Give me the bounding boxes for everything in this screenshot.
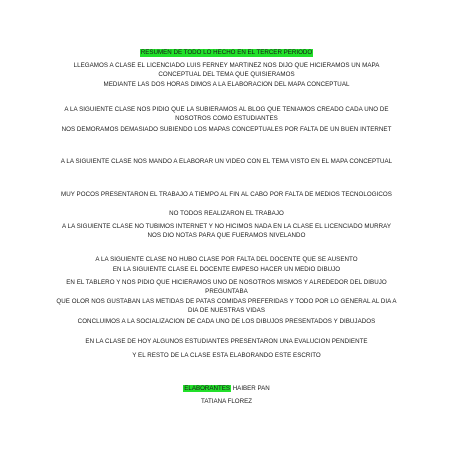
paragraph-9: A LA SIGUIENTE CLASE NO HUBO CLASE POR FALTA DEL DOCENTE QUE SE AUSENTO bbox=[95, 256, 358, 263]
title-line bbox=[0, 41, 453, 59]
paragraph-5: A LA SIGUIENTE CLASE NOS MANDO A ELABORAR UN VIDEO CON EL TEMA VISTO EN EL MAPA CONCEPTUAL bbox=[60, 158, 393, 165]
paragraph-3: A LA SIGUIENTE CLASE NOS PIDIO QUE LA SUBIERAMOS AL BLOG QUE TENIAMOS CREADO CADA UNO DE NOSOTROS COMO ESTUDIANTES bbox=[64, 106, 389, 122]
paragraph-4: NOS DEMORAMOS DEMASIADO SUBIENDO LOS MAPAS CONCEPTUALES POR FALTA DE UN BUEN INTERNET bbox=[61, 126, 392, 133]
author-name: HAIBER PAN bbox=[232, 385, 270, 392]
author-name: TATIANA FLOREZ bbox=[201, 398, 252, 405]
paragraph-1: LLEGAMOS A CLASE EL LICENCIADO LUIS FERNEY MARTINEZ NOS DIJO QUE HICIERAMOS UN MAPA CONCEPTUAL DEL TEMA QUE QUISIERAMOS bbox=[73, 62, 380, 78]
paragraph-14: EN LA CLASE DE HOY ALGUNOS ESTUDIANTES PRESENTARON UNA EVALUCION PENDIENTE bbox=[85, 338, 368, 345]
paragraph-6: MUY POCOS PRESENTARON EL TRABAJO A TIEMPO AL FIN AL CABO POR FALTA DE MEDIOS TECNOLOGICOS bbox=[61, 191, 392, 198]
paragraph-10: EN LA SIGUIENTE CLASE EL DOCENTE EMPESO HACER UN MEDIO DIBUJO bbox=[112, 266, 341, 273]
document-title: RESUMEN DE TODO LO HECHO EN EL TERCER PERIODO bbox=[140, 49, 313, 56]
paragraph-15: Y EL RESTO DE LA CLASE ESTA ELABORANDO ESTE ESCRITO bbox=[132, 352, 321, 359]
paragraph-11: EN EL TABLERO Y NOS PIDIO QUE HICIERAMOS UNO DE NOSOTROS MISMOS Y ALREDEDOR DEL DIBUJO PREGUNTABA bbox=[66, 279, 387, 295]
paragraph-2: MEDIANTE LAS DOS HORAS DIMOS A LA ELABORACION DEL MAPA CONCEPTUAL bbox=[103, 81, 350, 88]
credits-line bbox=[0, 385, 453, 393]
credits-label: ELABORANTES bbox=[184, 385, 230, 392]
credits-line-2 bbox=[0, 398, 453, 406]
paragraph-13: CONCLUIMOS A LA SOCIALIZACION DE CADA UNO DE LOS DIBUJOS PRESENTADOS Y DIBUJADOS bbox=[77, 318, 376, 325]
paragraph-8: A LA SIGUIENTE CLASE NO TUBIMOS INTERNET Y NO HICIMOS NADA EN LA CLASE EL LICENCIADO MURRAY NOS DIO NOTAS PARA QUE FUERAMOS NIVELANDO bbox=[61, 223, 391, 239]
paragraph-7: NO TODOS REALIZARON EL TRABAJO bbox=[169, 210, 284, 217]
paragraph-12: QUE OLOR NOS GUSTABAN LAS METIDAS DE PATAS COMIDAS PREFERIDAS Y TODO POR LO GENERAL AL DIA A DIA DE NUESTRAS VIDAS bbox=[56, 298, 397, 314]
